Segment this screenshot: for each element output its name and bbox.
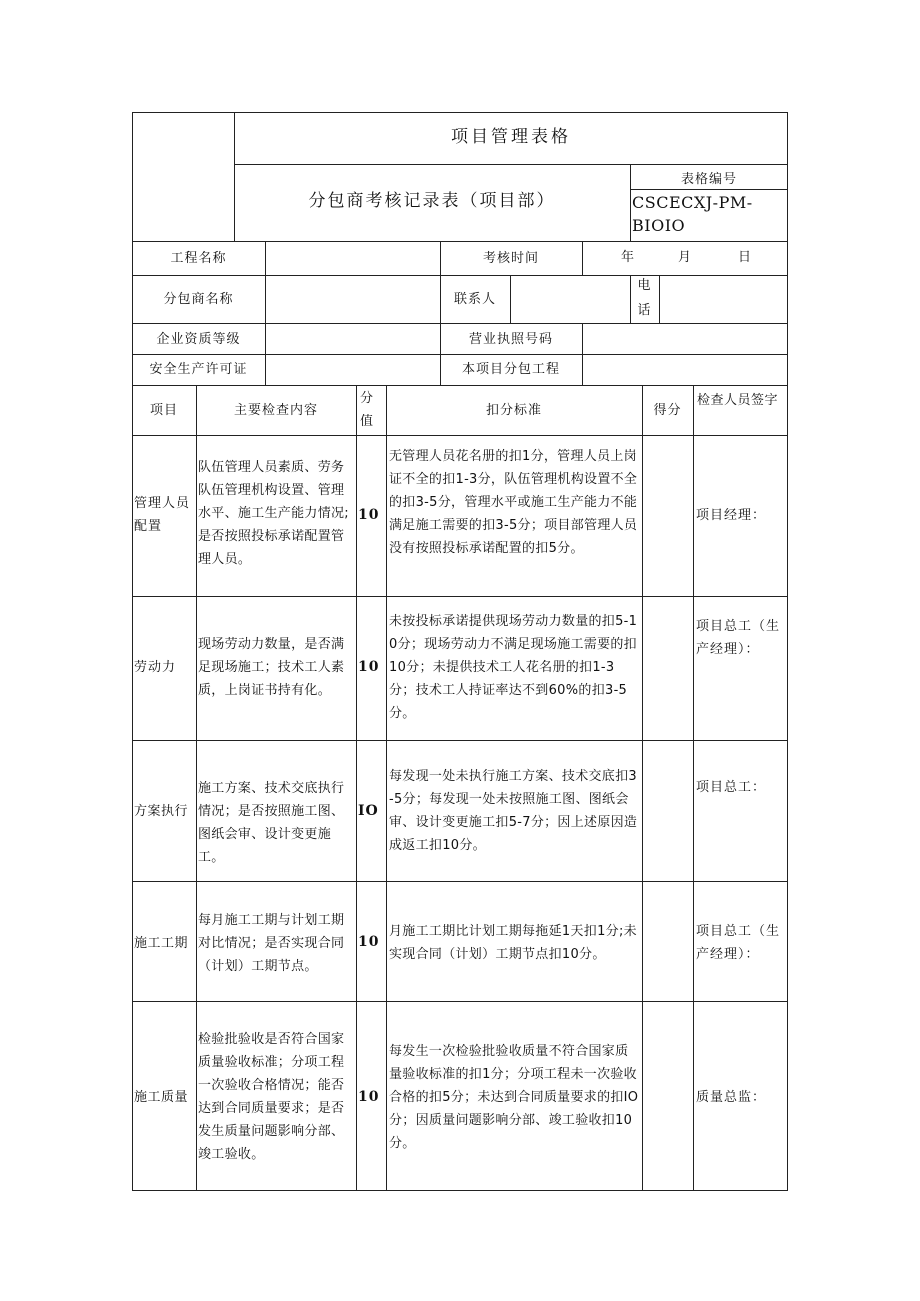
row-item: 施工质量 xyxy=(134,1090,189,1105)
col-content: 主要检查内容 xyxy=(233,403,318,418)
sub-project-label: 本项目分包工程 xyxy=(461,362,560,377)
row-item: 方案执行 xyxy=(134,804,189,819)
contact-label: 联系人 xyxy=(453,292,496,307)
col-criteria: 扣分标准 xyxy=(485,403,542,418)
row-criteria: 每发现一处未执行施工方案、技术交底扣3-5分；每发现一处未按照施工图、图纸会审、设计变更施工扣5-7分；因上述原因造成返工扣10分。 xyxy=(389,769,638,853)
phone-label-1: 电 xyxy=(637,278,652,293)
col-score-1: 分 xyxy=(360,391,375,406)
row-criteria: 月施工工期比计划工期每拖延1天扣1分;未实现合同（计划）工期节点扣10分。 xyxy=(389,924,637,962)
row-criteria: 每发生一次检验批验收质量不符合国家质量验收标准的扣1分；分项工程未一次验收合格的扣5分；未达到合同质量要求的扣IO分；因质量问题影响分部、竣工验收扣10分。 xyxy=(389,1044,639,1151)
row-criteria: 未按投标承诺提供现场劳动力数量的扣5-10分；现场劳动力不满足现场施工需要的扣10分；未提供技术工人花名册的扣1-3分；技术工人持证率达不到60%的扣3-5分。 xyxy=(389,614,638,721)
col-score-2: 值 xyxy=(360,414,375,429)
review-year: 年 xyxy=(621,250,636,265)
form-title: 分包商考核记录表（项目部） xyxy=(308,191,556,211)
row-signer: 项目总工： xyxy=(696,780,767,795)
safety-permit-label: 安全生产许可证 xyxy=(149,362,248,377)
row-signer: 项目经理： xyxy=(696,508,767,523)
row-content: 检验批验收是否符合国家质量验收标准；分项工程一次验收合格情况；能否达到合同质量要求；是否发生质量问题影响分部、竣工验收。 xyxy=(198,1032,345,1162)
row-criteria: 无管理人员花名册的扣1分，管理人员上岗证不全的扣1-3分，队伍管理机构设置不全的扣3-5分，管理水平或施工生产能力不能满足施工需要的扣3-5分；项目部管理人员没有按照投标承诺配置的扣5分。 xyxy=(389,449,638,556)
row-content: 每月施工工期与计划工期对比情况；是否实现合同（计划）工期节点。 xyxy=(198,913,345,974)
row-score: 10 xyxy=(358,507,380,523)
col-signer: 检查人员签字 xyxy=(697,393,779,408)
top-title: 项目管理表格 xyxy=(451,127,571,147)
row-item: 管理人员配置 xyxy=(134,496,191,534)
row-signer: 项目总工（生产经理）： xyxy=(696,619,781,657)
row-content: 现场劳动力数量，是否满足现场施工；技术工人素质，上岗证书持有化。 xyxy=(198,637,345,698)
review-time-label: 考核时间 xyxy=(482,251,539,266)
row-score: 10 xyxy=(358,934,380,950)
row-score: 10 xyxy=(358,659,380,675)
phone-label-2: 话 xyxy=(637,303,652,318)
row-signer: 质量总监： xyxy=(696,1090,767,1105)
form-no-line1: CSCECXJ-PM- xyxy=(632,193,753,212)
col-item: 项目 xyxy=(149,403,178,418)
qualification-label: 企业资质等级 xyxy=(156,332,241,347)
row-item: 施工工期 xyxy=(134,936,189,951)
row-item: 劳动力 xyxy=(134,660,177,675)
subcontractor-label: 分包商名称 xyxy=(163,292,234,307)
form-no-label: 表格编号 xyxy=(680,172,737,187)
row-content: 施工方案、技术交底执行情况；是否按照施工图、图纸会审、设计变更施工。 xyxy=(198,781,345,865)
review-month: 月 xyxy=(678,250,693,265)
row-score: 10 xyxy=(358,1089,380,1105)
row-score: IO xyxy=(358,803,379,819)
form-no-line2: BIOIO xyxy=(632,216,686,235)
review-day: 日 xyxy=(738,250,753,265)
row-content: 队伍管理人员素质、劳务队伍管理机构设置、管理水平、施工生产能力情况;是否按照投标承诺配置管理人员。 xyxy=(198,460,349,567)
project-name-label: 工程名称 xyxy=(170,251,227,266)
col-got: 得分 xyxy=(653,403,682,418)
license-no-label: 营业执照号码 xyxy=(468,332,553,347)
row-signer: 项目总工（生产经理）： xyxy=(696,924,781,962)
